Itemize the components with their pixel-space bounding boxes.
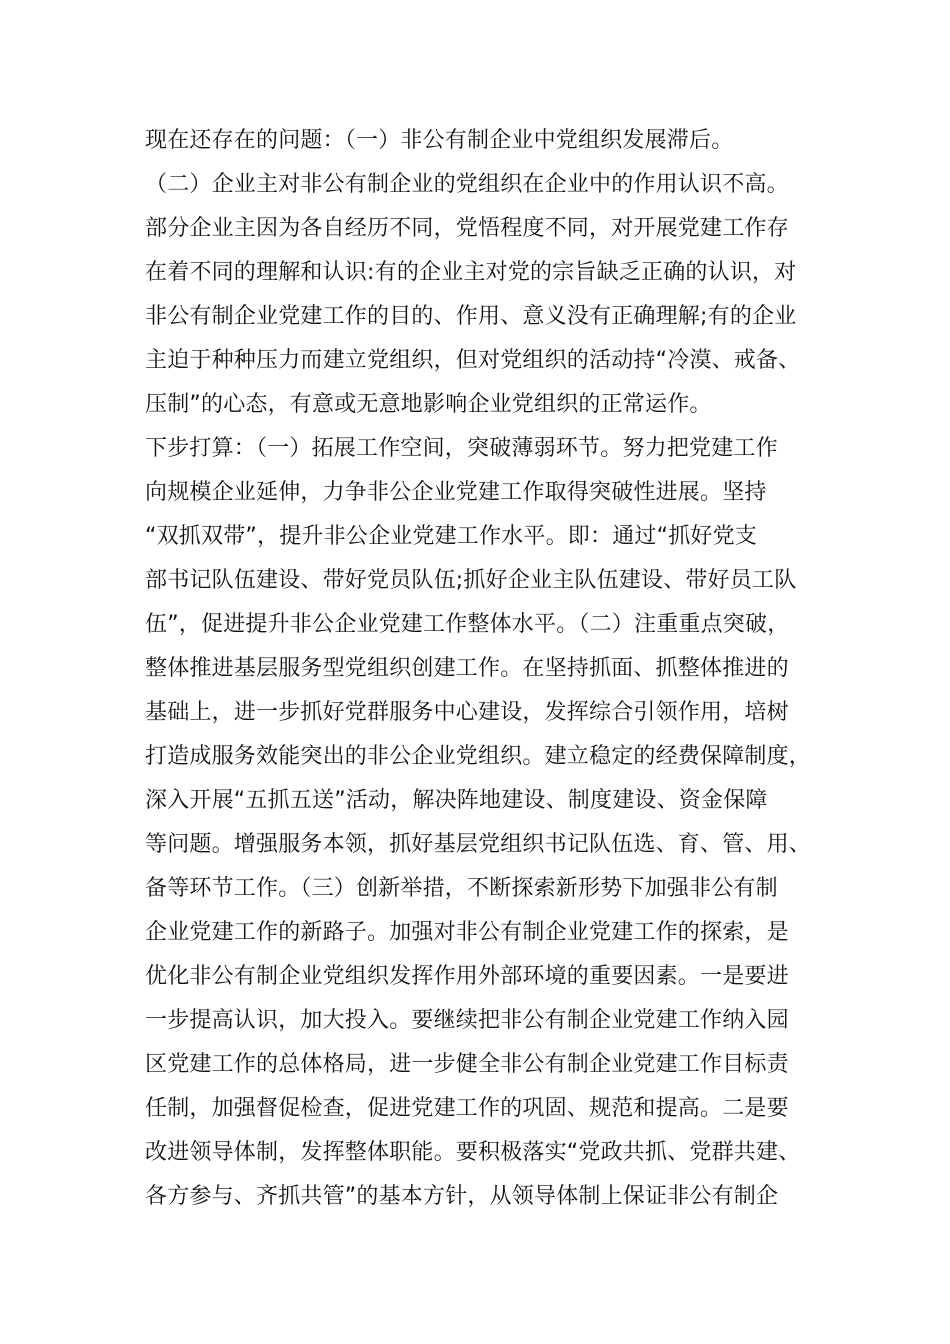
text-line: 区党建工作的总体格局，进一步健全非公有制企业党建工作目标责 <box>145 1052 789 1077</box>
text-line: 各方参与、齐抓共管”的基本方针，从领导体制上保证非公有制企 <box>145 1184 779 1209</box>
body-text <box>145 119 835 1219</box>
text-line: 主迫于种种压力而建立党组织，但对党组织的活动持“冷漠、戒备、 <box>145 348 801 373</box>
text-line: 向规模企业延伸，力争非公企业党建工作取得突破性进展。坚持 <box>145 480 767 505</box>
text-line: 伍”，促进提升非公企业党建工作整体水平。（二）注重重点突破， <box>145 612 790 637</box>
text-line: 现在还存在的问题：（一）非公有制企业中党组织发展滞后。 <box>145 128 734 153</box>
text-line: “双抓双带”，提升非公企业党建工作水平。即：通过“抓好党支 <box>145 524 757 549</box>
text-line: 打造成服务效能突出的非公企业党组织。建立稳定的经费保障制度， <box>145 744 812 769</box>
text-line: 改进领导体制，发挥整体职能。要积极落实“党政共抓、党群共建、 <box>145 1140 801 1165</box>
text-line: 等问题。增强服务本领，抓好基层党组织书记队伍选、育、管、用、 <box>145 832 812 857</box>
text-line: 企业党建工作的新路子。加强对非公有制企业党建工作的探索，是 <box>145 920 789 945</box>
text-line: 部分企业主因为各自经历不同，党悟程度不同，对开展党建工作存 <box>145 216 789 241</box>
text-line: （二）企业主对非公有制企业的党组织在企业中的作用认识不高。 <box>145 172 789 197</box>
text-line: 优化非公有制企业党组织发挥作用外部环境的重要因素。一是要进 <box>145 964 789 989</box>
text-line: 部书记队伍建设、带好党员队伍;抓好企业主队伍建设、带好员工队 <box>145 568 797 593</box>
text-line: 在着不同的理解和认识:有的企业主对党的宗旨缺乏正确的认识，对 <box>145 260 797 285</box>
text-line: 备等环节工作。（三）创新举措，不断探索新形势下加强非公有制 <box>145 876 778 901</box>
text-line: 压制”的心态，有意或无意地影响企业党组织的正常运作。 <box>145 392 712 417</box>
text-line: 非公有制企业党建工作的目的、作用、意义没有正确理解;有的企业 <box>145 304 797 329</box>
text-line: 一步提高认识，加大投入。要继续把非公有制企业党建工作纳入园 <box>145 1008 789 1033</box>
text-line: 基础上，进一步抓好党群服务中心建设，发挥综合引领作用，培树 <box>145 700 789 725</box>
text-line: 下步打算：（一）拓展工作空间，突破薄弱环节。努力把党建工作 <box>145 436 778 461</box>
text-line: 深入开展“五抓五送”活动，解决阵地建设、制度建设、资金保障 <box>145 788 768 813</box>
text-line: 整体推进基层服务型党组织创建工作。在坚持抓面、抓整体推进的 <box>145 656 789 681</box>
text-line: 任制，加强督促检查，促进党建工作的巩固、规范和提高。二是要 <box>145 1096 789 1121</box>
